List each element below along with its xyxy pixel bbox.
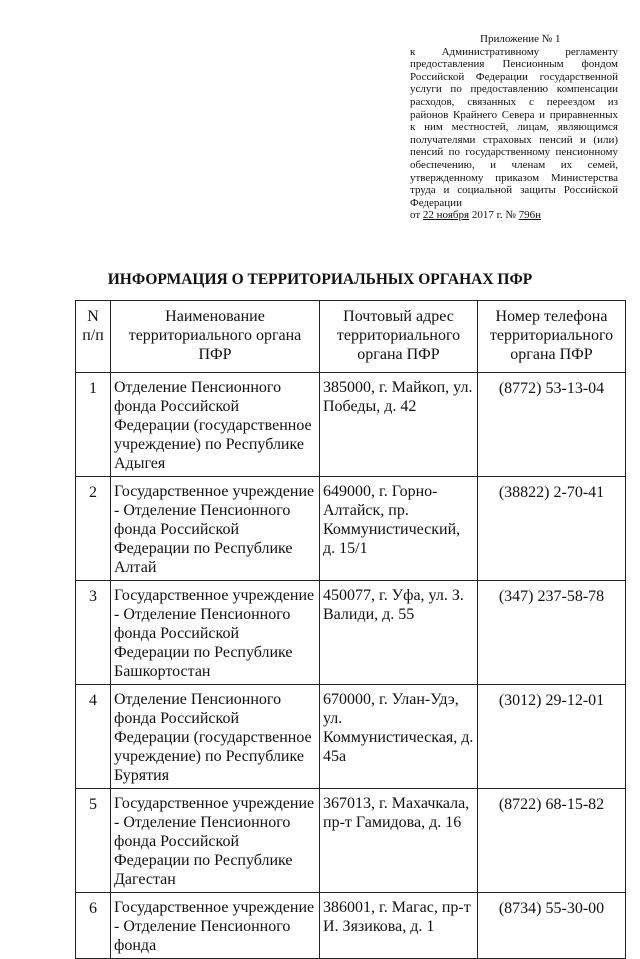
row-num: 3	[76, 581, 111, 685]
row-address: 450077, г. Уфа, ул. З. Валиди, д. 55	[320, 581, 478, 685]
row-num: 1	[76, 373, 111, 477]
table-row	[76, 685, 626, 789]
row-name: Государственное учреждение - Отделение Пенсионного фонда Российской Федерации по Республике Алтай	[111, 477, 320, 581]
table-header-row	[76, 301, 626, 373]
table-row	[76, 373, 626, 477]
row-address: 385000, г. Майкоп, ул. Победы, д. 42	[320, 373, 478, 477]
row-phone: (8772) 53-13-04	[478, 373, 626, 477]
row-name: Отделение Пенсионного фонда Российской Федерации (государственное учреждение) по Республике Бурятия	[111, 685, 320, 789]
row-address: 367013, г. Махачкала, пр-т Гамидова, д. 16	[320, 789, 478, 893]
approval-date-line	[410, 209, 618, 222]
row-address: 649000, г. Горно-Алтайск, пр. Коммунистический, д. 15/1	[320, 477, 478, 581]
header-num: N п/п	[76, 301, 111, 373]
date-prefix: от	[410, 209, 421, 222]
row-phone: (347) 237-58-78	[478, 581, 626, 685]
row-address: 386001, г. Магас, пр-т И. Зязикова, д. 1	[320, 893, 478, 959]
row-address: 670000, г. Улан-Удэ, ул. Коммунистическая, д. 45а	[320, 685, 478, 789]
row-num: 2	[76, 477, 111, 581]
header-name: Наименование территориального органа ПФР	[111, 301, 320, 373]
appendix-text: к Административному регламенту предоставления Пенсионным фондом Российской Федерации государственной услуги по предоставлению компенсации расходов, связанных с переездом из районов Крайнего Севера и приравненных к ним местностей, лицам, являющимся получателями страховых пенсий и (или) пенсий по государственному пенсионному обеспечению, и членам их семей, утвержденному приказом Министерства труда и социальной защиты Российской Федерации	[410, 45, 618, 209]
row-num: 6	[76, 893, 111, 959]
table-row	[76, 477, 626, 581]
appendix-title: Приложение № 1	[480, 33, 561, 45]
row-num: 4	[76, 685, 111, 789]
row-name: Государственное учреждение - Отделение Пенсионного фонда Российской Федерации по Республике Башкортостан	[111, 581, 320, 685]
header-address: Почтовый адрес территориального органа ПФР	[320, 301, 478, 373]
date-value: 22 ноября	[422, 209, 470, 222]
order-number: 796н	[518, 209, 541, 222]
table-row	[76, 893, 626, 959]
row-phone: (3012) 29-12-01	[478, 685, 626, 789]
table-row	[76, 581, 626, 685]
row-num: 5	[76, 789, 111, 893]
appendix-block	[410, 33, 618, 222]
document-heading: ИНФОРМАЦИЯ О ТЕРРИТОРИАЛЬНЫХ ОРГАНАХ ПФР	[107, 271, 533, 288]
row-name: Отделение Пенсионного фонда Российской Федерации (государственное учреждение) по Республике Адыгея	[111, 373, 320, 477]
row-phone: (8734) 55-30-00	[478, 893, 626, 959]
header-phone: Номер телефона территориального органа ПФР	[478, 301, 626, 373]
row-phone: (38822) 2-70-41	[478, 477, 626, 581]
territorial-bodies-table	[75, 300, 626, 959]
table-row	[76, 789, 626, 893]
row-name: Государственное учреждение - Отделение Пенсионного фонда	[111, 893, 320, 959]
row-name: Государственное учреждение - Отделение Пенсионного фонда Российской Федерации по Республике Дагестан	[111, 789, 320, 893]
row-phone: (8722) 68-15-82	[478, 789, 626, 893]
date-year: 2017 г. №	[471, 209, 516, 222]
